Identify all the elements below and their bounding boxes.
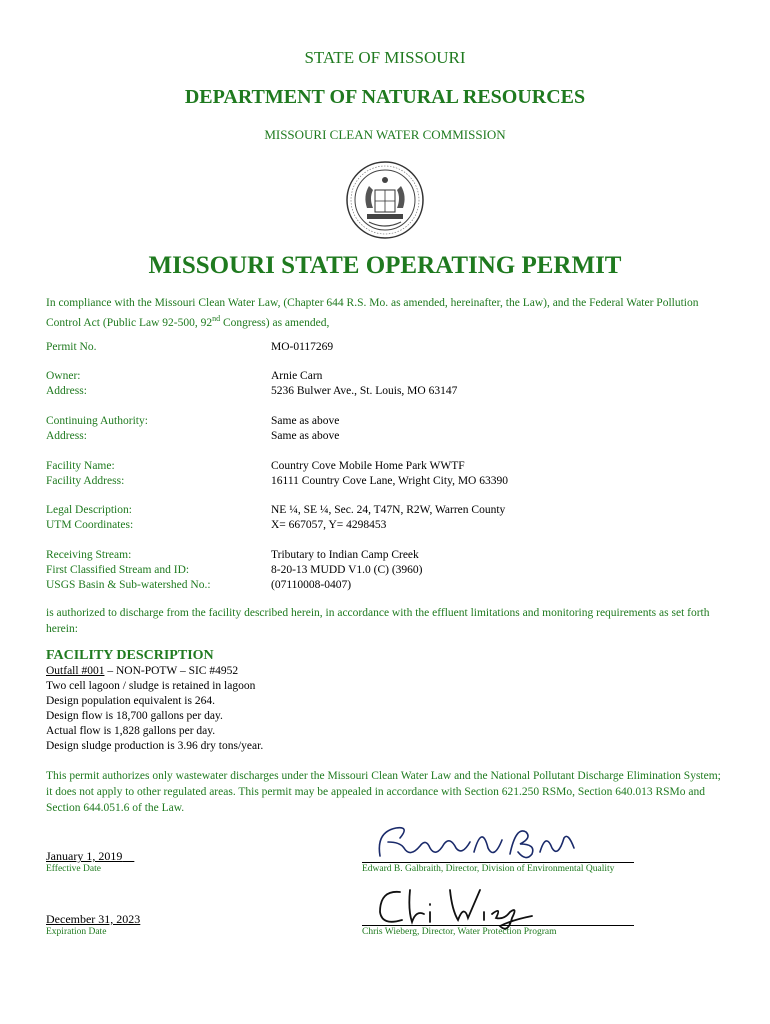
effective-date-value: January 1, 2019 <box>46 849 123 863</box>
authorization-text: is authorized to discharge from the facility described herein, in accordance with the effluent limitations and monitoring requirements as set forth herein: <box>46 607 710 635</box>
facility-description-title: FACILITY DESCRIPTION <box>46 648 214 663</box>
utm-coordinates-value: X= 667057, Y= 4298453 <box>271 519 387 531</box>
facility-line: Design flow is 18,700 gallons per day. <box>46 710 223 722</box>
signature-line-2 <box>362 925 634 926</box>
effective-date <box>46 849 134 864</box>
expiration-date-label: Expiration Date <box>46 927 107 937</box>
outfall-line <box>46 664 263 679</box>
signature-line-1 <box>362 862 634 863</box>
outfall-link[interactable]: Outfall #001 <box>46 665 105 677</box>
expiration-date <box>46 912 140 927</box>
classified-stream-value: 8-20-13 MUDD V1.0 (C) (3960) <box>271 564 423 576</box>
facility-address-label: Facility Address: <box>46 475 125 487</box>
usgs-basin-value: (07110008-0407) <box>271 579 352 591</box>
signer-1-name: Edward B. Galbraith, Director, Division of Environmental Quality <box>362 864 615 874</box>
intro-text-end: Congress) as amended, <box>220 316 330 329</box>
utm-coordinates-label: UTM Coordinates: <box>46 519 134 531</box>
intro-paragraph <box>46 296 736 331</box>
effective-date-label: Effective Date <box>46 864 101 874</box>
signer-2-name: Chris Wieberg, Director, Water Protection Program <box>362 927 557 937</box>
expiration-date-value: December 31, 2023 <box>46 912 141 926</box>
continuing-authority-address-label: Address: <box>46 430 87 442</box>
header-department: DEPARTMENT OF NATURAL RESOURCES <box>184 86 586 108</box>
permit-no-value: MO-0117269 <box>271 341 334 353</box>
facility-address-value: 16111 Country Cove Lane, Wright City, MO 63390 <box>271 475 508 487</box>
receiving-stream-value: Tributary to Indian Camp Creek <box>271 549 419 561</box>
owner-address-label: Address: <box>46 385 87 397</box>
facility-description-body <box>46 664 263 754</box>
permit-no-label: Permit No. <box>46 341 97 353</box>
receiving-stream-label: Receiving Stream: <box>46 549 132 561</box>
continuing-authority-value: Same as above <box>271 415 340 427</box>
intro-text: In compliance with the Missouri Clean Water Law, (Chapter 644 R.S. Mo. as amended, hereinafter, the Law), and the Federal Water Pollution Control Act (Public Law 92-500, 92 <box>46 297 699 329</box>
facility-name-value: Country Cove Mobile Home Park WWTF <box>271 460 465 472</box>
facility-name-label: Facility Name: <box>46 460 115 472</box>
page-title: MISSOURI STATE OPERATING PERMIT <box>148 252 622 279</box>
header-commission: MISSOURI CLEAN WATER COMMISSION <box>264 127 506 142</box>
owner-address-value: 5236 Bulwer Ave., St. Louis, MO 63147 <box>271 385 458 397</box>
permit-notice: This permit authorizes only wastewater discharges under the Missouri Clean Water Law and the National Pollutant Discharge Elimination System; it does not apply to other regulated areas. This permit may be appealed in accordance with Section 621.250 RSMo, Section 640.013 RSMo and Section 644.051.6 of the Law. <box>46 770 721 814</box>
legal-description-value: NE ¼, SE ¼, Sec. 24, T47N, R2W, Warren County <box>271 504 506 516</box>
classified-stream-label: First Classified Stream and ID: <box>46 564 190 576</box>
facility-line: Design sludge production is 3.96 dry tons/year. <box>46 740 264 752</box>
facility-line: Design population equivalent is 264. <box>46 695 215 707</box>
continuing-authority-label: Continuing Authority: <box>46 415 148 427</box>
intro-superscript: nd <box>212 314 221 323</box>
continuing-authority-address-value: Same as above <box>271 430 340 442</box>
owner-value: Arnie Carn <box>271 370 323 382</box>
outfall-rest: – NON-POTW – SIC #4952 <box>104 665 239 677</box>
facility-line: Two cell lagoon / sludge is retained in lagoon <box>46 680 256 692</box>
usgs-basin-label: USGS Basin & Sub-watershed No.: <box>46 579 211 591</box>
legal-description-label: Legal Description: <box>46 504 132 516</box>
signature-galbraith-icon <box>370 818 590 866</box>
facility-line: Actual flow is 1,828 gallons per day. <box>46 725 216 737</box>
state-seal-icon <box>345 160 425 240</box>
header-state: STATE OF MISSOURI <box>304 48 466 67</box>
owner-label: Owner: <box>46 370 81 382</box>
